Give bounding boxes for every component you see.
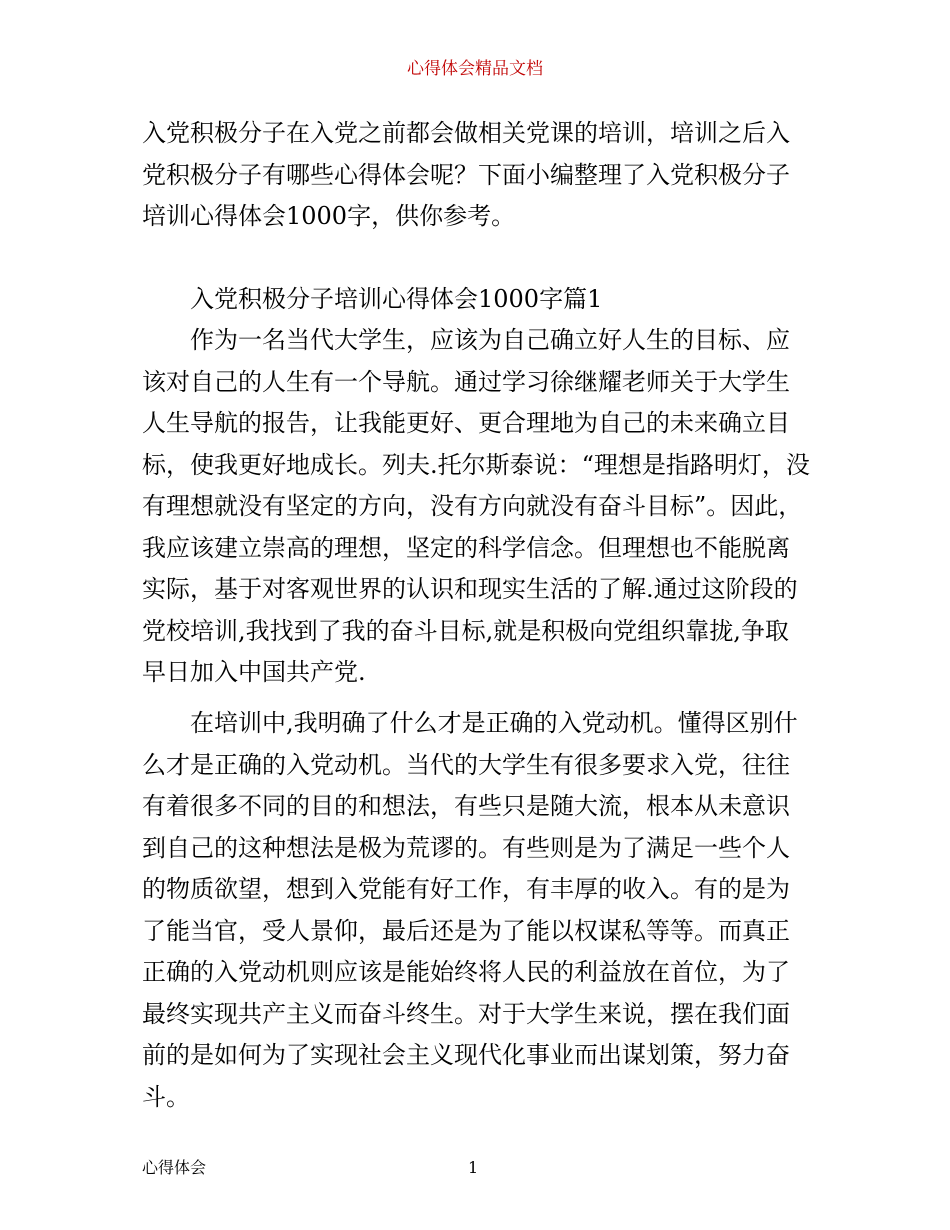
body-paragraph-2: 在培训中,我明确了什么才是正确的入党动机。懂得区别什么才是正确的入党动机。当代的大学生有很多要求入党，往往有着很多不同的目的和想法，有些只是随大流，根本从未意识到自己的这种想法是极为荒谬的。有些则是为了满足一些个人的物质欲望，想到入党能有好工作，有丰厚的收入。有的是为了能当官，受人景仰，最后还是为了能以权谋私等等。而真正正确的入党动机则应该是能始终将人民的利益放在首位，为了最终实现共产主义而奋斗终生。对于大学生来说，摆在我们面前的是如何为了实现社会主义现代化事业而出谋划策，努力奋斗。 — [142, 709, 798, 1111]
body-paragraph-1: 作为一名当代大学生，应该为自己确立好人生的目标、应该对自己的人生有一个导航。通过学习徐继耀老师关于大学生人生导航的报告，让我能更好、更合理地为自己的未来确立目标，使我更好地成长。列夫.托尔斯泰说：“理想是指路明灯，没有理想就没有坚定的方向，没有方向就没有奋斗目标”。因此，我应该建立崇高的理想，坚定的科学信念。但理想也不能脱离实际，基于对客观世界的认识和现实生活的了解.通过这阶段的党校培训,我找到了我的奋斗目标,就是积极向党组织靠拢,争取早日加入中国共产党. — [142, 326, 810, 686]
footer-label: 心得体会 — [142, 1158, 207, 1177]
section-title: 入党积极分子培训心得体会1000字篇1 — [190, 285, 603, 313]
intro-paragraph: 入党积极分子在入党之前都会做相关党课的培训，培训之后入党积极分子有哪些心得体会呢？下面小编整理了入党积极分子培训心得体会1000字，供你参考。 — [142, 119, 790, 230]
page-header-title: 心得体会精品文档 — [407, 59, 543, 79]
page-number: 1 — [468, 1158, 479, 1177]
